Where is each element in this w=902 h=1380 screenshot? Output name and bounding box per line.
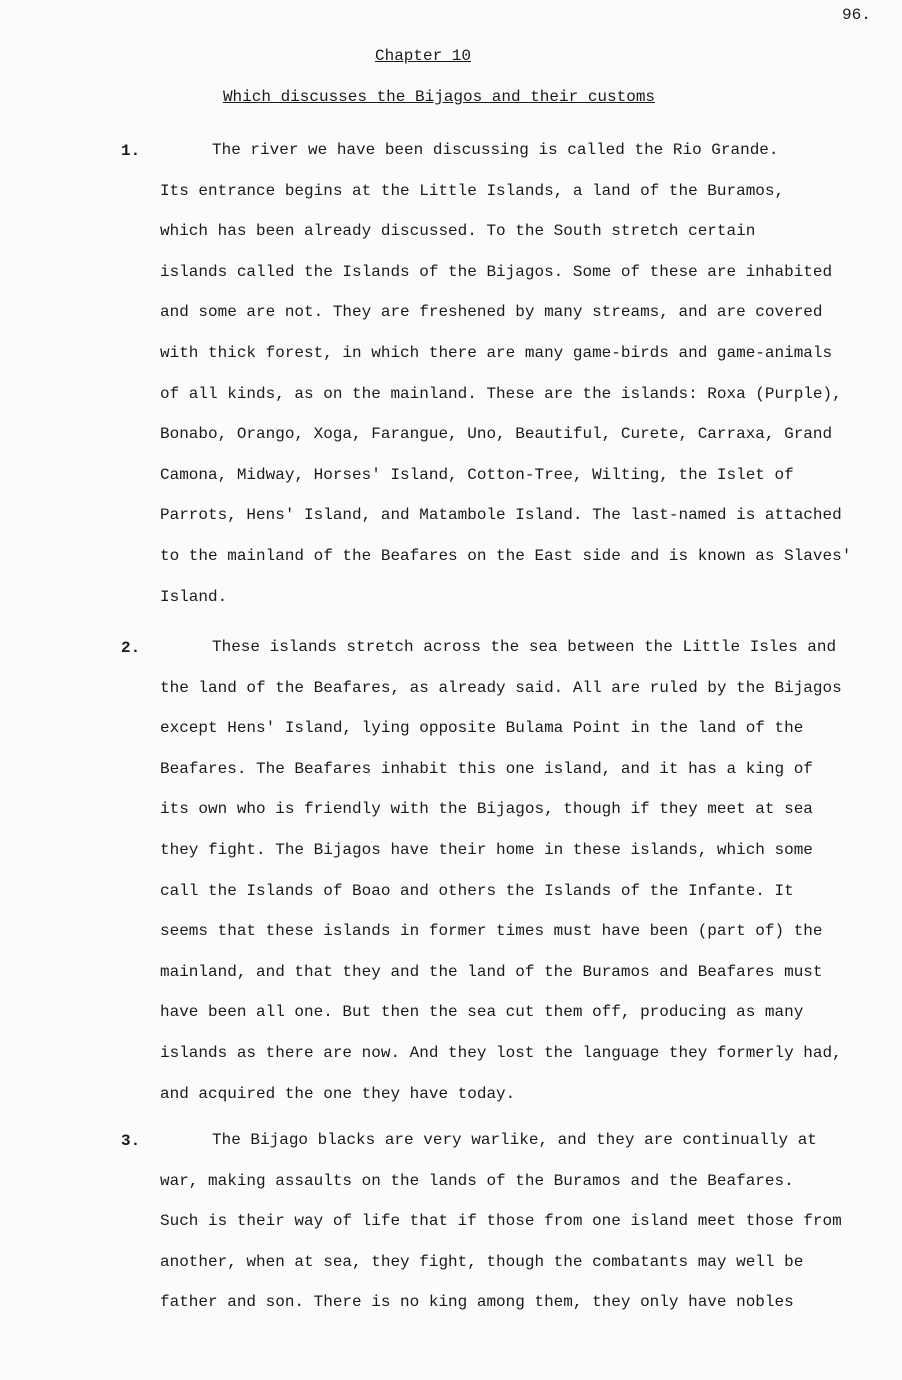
text-line: Camona, Midway, Horses' Island, Cotton-Tree, Wilting, the Islet of bbox=[160, 466, 794, 484]
text-line: except Hens' Island, lying opposite Bulama Point in the land of the bbox=[160, 719, 804, 737]
chapter-subtitle: Which discusses the Bijagos and their customs bbox=[222, 88, 656, 106]
text-line: with thick forest, in which there are many game-birds and game-animals bbox=[160, 344, 833, 362]
text-line: Parrots, Hens' Island, and Matambole Island. The last-named is attached bbox=[160, 506, 842, 524]
text-line: The river we have been discussing is called the Rio Grande. bbox=[212, 141, 779, 159]
text-line: Beafares. The Beafares inhabit this one island, and it has a king of bbox=[160, 760, 813, 778]
text-line: Bonabo, Orango, Xoga, Farangue, Uno, Beautiful, Curete, Carraxa, Grand bbox=[160, 425, 833, 443]
text-line: Such is their way of life that if those from one island meet those from bbox=[160, 1212, 842, 1230]
text-line: another, when at sea, they fight, though the combatants may well be bbox=[160, 1253, 804, 1271]
text-line: war, making assaults on the lands of the Buramos and the Beafares. bbox=[160, 1172, 794, 1190]
paragraph-number: 3. bbox=[121, 1132, 141, 1150]
text-line: to the mainland of the Beafares on the East side and is known as Slaves' bbox=[160, 547, 852, 565]
text-line: islands as there are now. And they lost the language they formerly had, bbox=[160, 1044, 842, 1062]
text-line: The Bijago blacks are very warlike, and they are continually at bbox=[212, 1131, 817, 1149]
text-line: and acquired the one they have today. bbox=[160, 1085, 516, 1103]
text-line: its own who is friendly with the Bijagos, though if they meet at sea bbox=[160, 800, 813, 818]
paragraph-number: 1. bbox=[121, 142, 141, 160]
text-line: and some are not. They are freshened by many streams, and are covered bbox=[160, 303, 823, 321]
text-line: seems that these islands in former times must have been (part of) the bbox=[160, 922, 823, 940]
text-line: have been all one. But then the sea cut them off, producing as many bbox=[160, 1003, 804, 1021]
text-line: These islands stretch across the sea between the Little Isles and bbox=[212, 638, 837, 656]
text-line: the land of the Beafares, as already said. All are ruled by the Bijagos bbox=[160, 679, 842, 697]
chapter-title: Chapter 10 bbox=[374, 47, 471, 65]
text-line: Its entrance begins at the Little Islands, a land of the Buramos, bbox=[160, 182, 785, 200]
text-line: they fight. The Bijagos have their home in these islands, which some bbox=[160, 841, 813, 859]
text-line: islands called the Islands of the Bijagos. Some of these are inhabited bbox=[160, 263, 833, 281]
text-line: father and son. There is no king among them, they only have nobles bbox=[160, 1293, 794, 1311]
paragraph-number: 2. bbox=[121, 639, 141, 657]
page-number: 96. bbox=[842, 6, 871, 24]
text-line: mainland, and that they and the land of the Buramos and Beafares must bbox=[160, 963, 823, 981]
text-line: call the Islands of Boao and others the Islands of the Infante. It bbox=[160, 882, 794, 900]
text-line: of all kinds, as on the mainland. These are the islands: Roxa (Purple), bbox=[160, 385, 842, 403]
text-line: which has been already discussed. To the South stretch certain bbox=[160, 222, 756, 240]
text-line: Island. bbox=[160, 588, 228, 606]
